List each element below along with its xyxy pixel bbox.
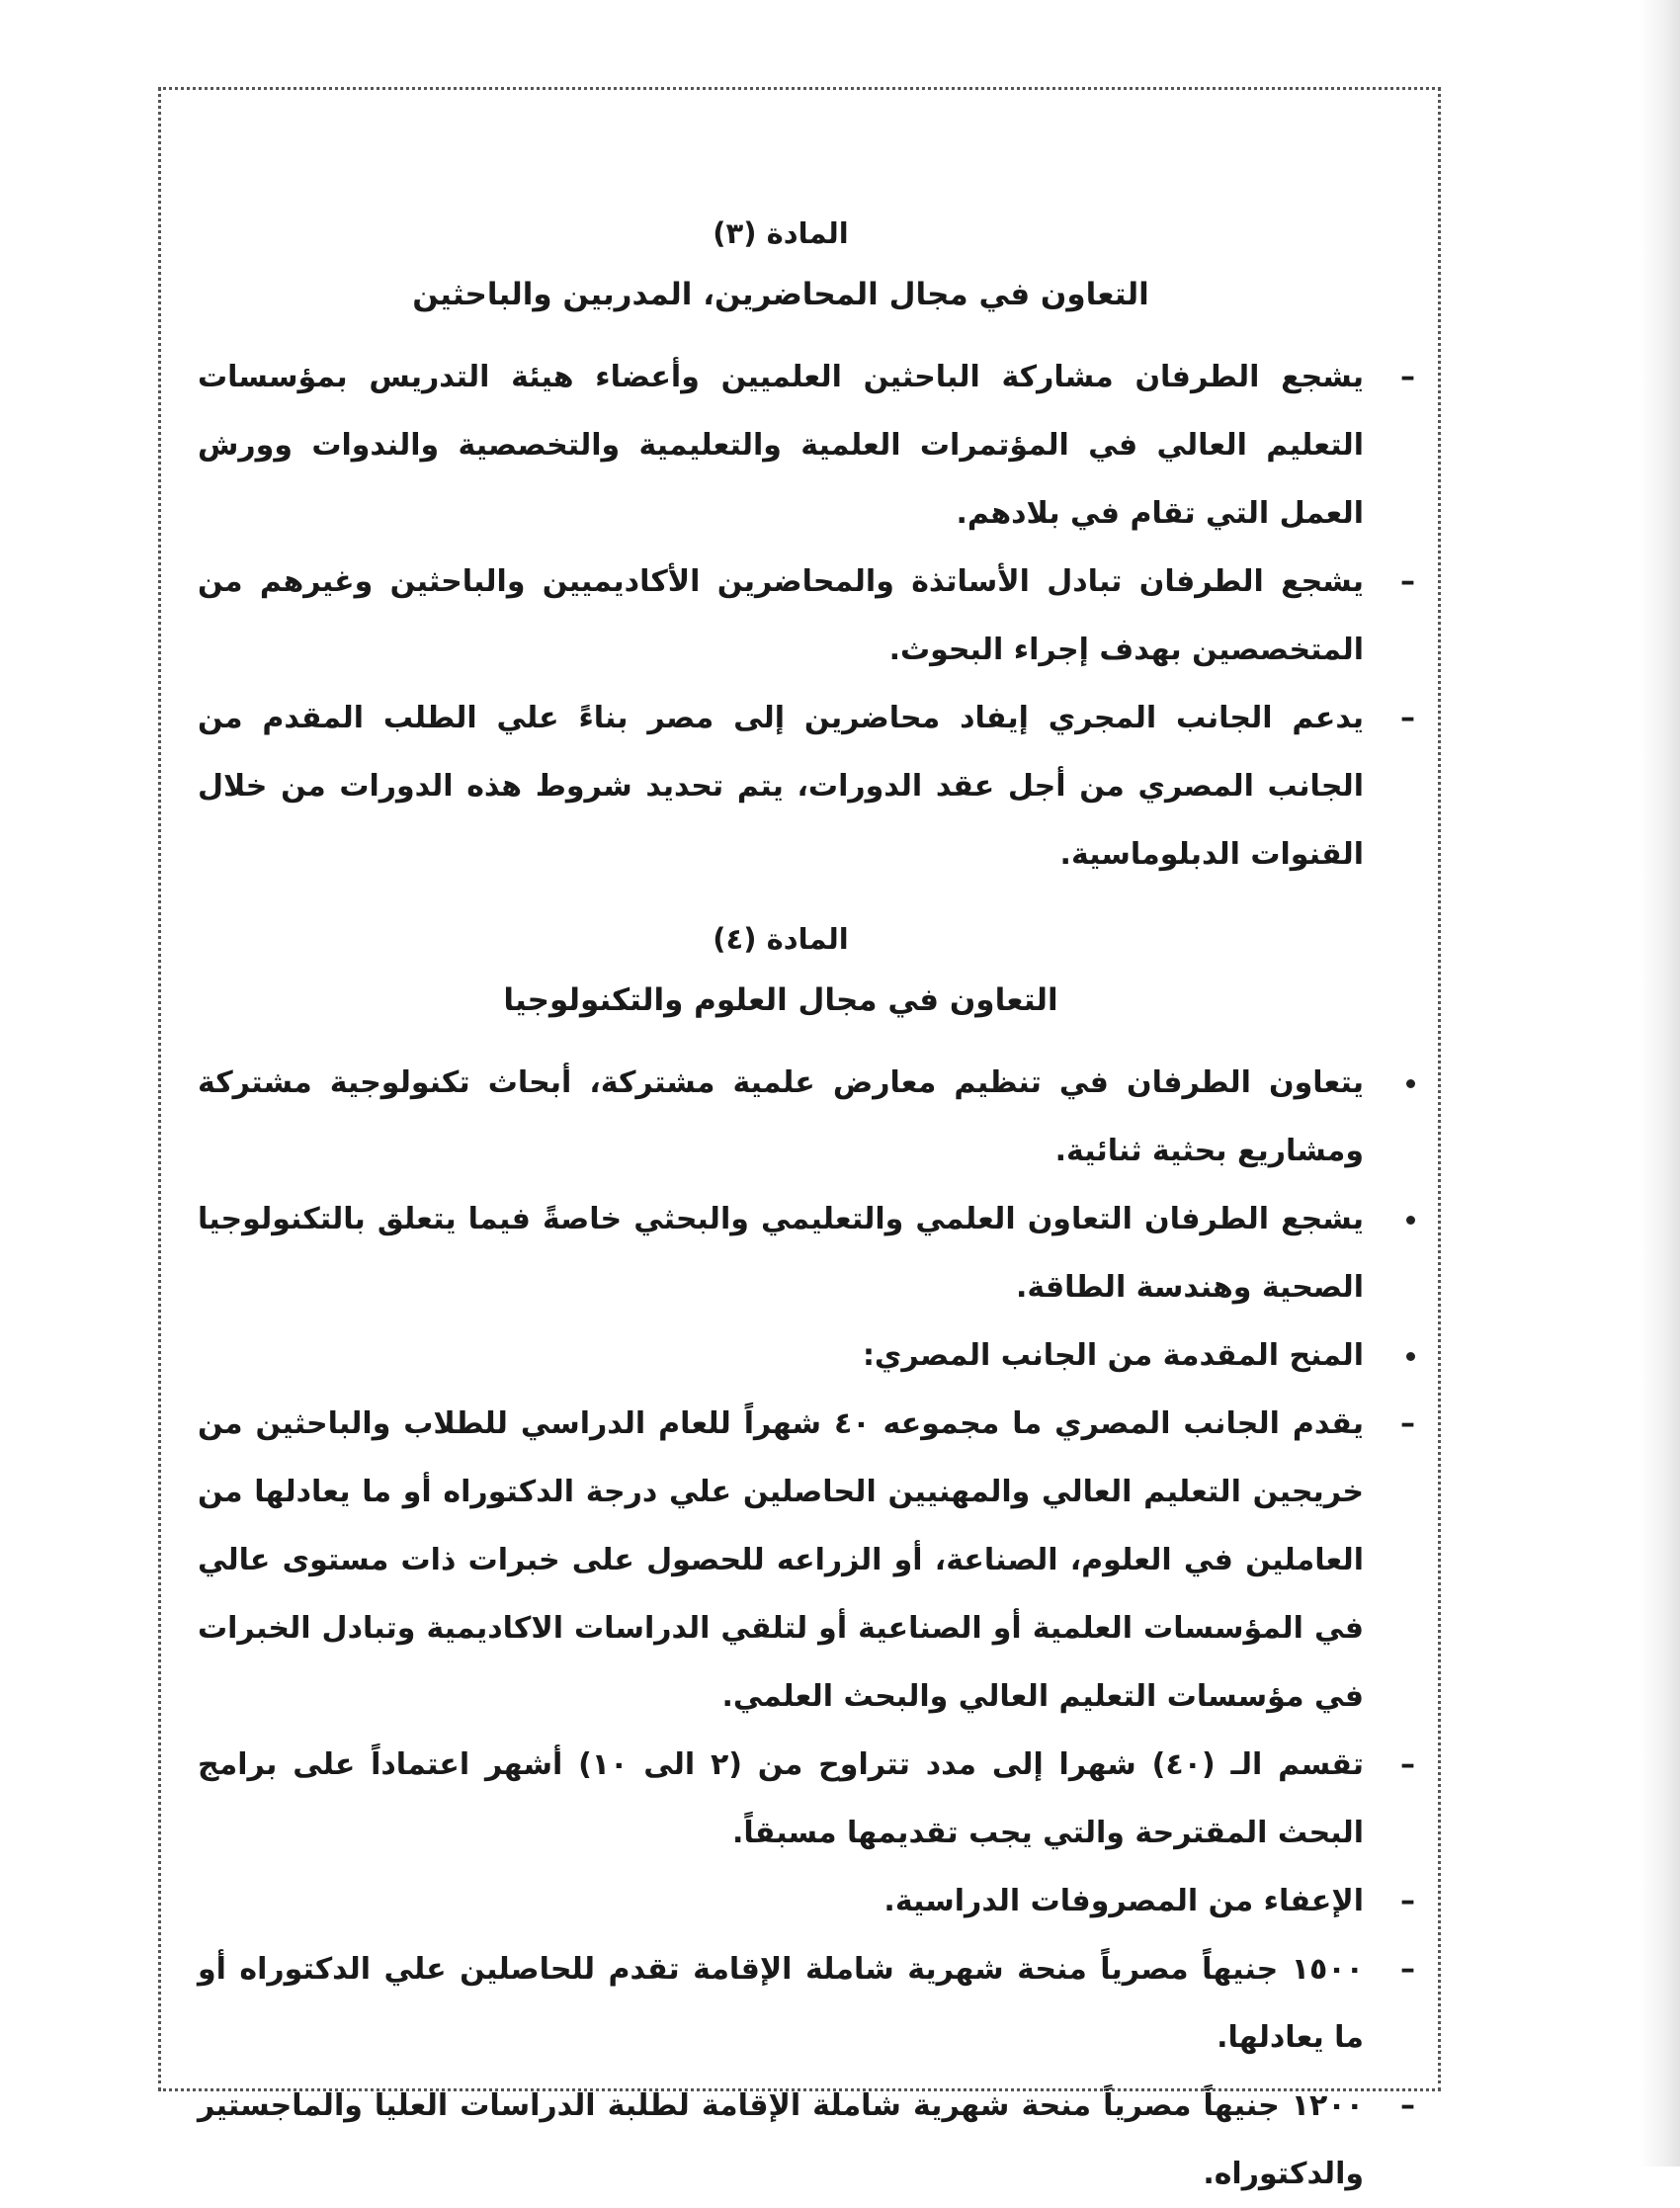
item-text: الإعفاء من المصروفات الدراسية. <box>883 1884 1364 1918</box>
item-text: تقسم الـ (٤٠) شهرا إلى مدد تتراوح من (٢ الى ١٠) أشهر اعتماداً على برامج البحث المقترحة والتي يجب تقديمها مسبقاً. <box>198 1747 1364 1850</box>
article-4-item <box>198 1321 1364 1390</box>
item-text: يشجع الطرفان مشاركة الباحثين العلميين وأعضاء هيئة التدريس بمؤسسات التعليم العالي في المؤتمرات العلمية والتعليمية والتخصصية والندوات وورش العمل التي تقام في بلادهم. <box>198 360 1364 531</box>
item-text: يتعاون الطرفان في تنظيم معارض علمية مشتركة، أبحاث تكنولوجية مشتركة ومشاريع بحثية ثنائية. <box>198 1065 1364 1168</box>
article-4-item <box>198 1049 1364 1185</box>
bullet-icon <box>1386 1185 1415 1253</box>
dash-marker: – <box>1400 1952 1415 1987</box>
article-4-subitem <box>198 1935 1415 2072</box>
item-text: ١٢٠٠ جنيهاً مصرياً منحة شهرية شاملة الإقامة لطلبة الدراسات العليا والماجستير والدكتوراه. <box>198 2088 1364 2191</box>
dash-marker: – <box>1400 564 1415 599</box>
section-gap <box>198 889 1364 918</box>
article-3-item <box>198 684 1415 889</box>
article-4-subitem <box>198 1867 1415 1935</box>
bullet-icon <box>1386 1049 1415 1117</box>
document-body <box>198 212 1415 2208</box>
dash-marker: – <box>1400 1747 1415 1782</box>
item-text: يقدم الجانب المصري ما مجموعه ٤٠ شهراً للعام الدراسي للطلاب والباحثين من خريجين التعليم العالي والمهنيين الحاصلين علي درجة الدكتوراه أو ما يعادلها من العاملين في العلوم، الصناعة، أو الزراعه للحصول على خبرات ذات مستوى عالي في المؤسسات العلمية أو الصناعية أو لتلقي الدراسات الاكاديمية وتبادل الخبرات في مؤسسات التعليم العالي والبحث العلمي. <box>198 1406 1365 1714</box>
item-text: يشجع الطرفان تبادل الأساتذة والمحاضرين الأكاديميين والباحثين وغيرهم من المتخصصين بهدف إجراء البحوث. <box>198 564 1364 667</box>
article-4-item <box>198 1185 1364 1321</box>
article-4-subitem <box>198 2072 1415 2208</box>
dash-marker: – <box>1400 360 1415 394</box>
article-4-title: المادة (٤) <box>713 922 849 956</box>
item-text: المنح المقدمة من الجانب المصري: <box>862 1338 1364 1373</box>
scan-edge-shadow <box>1640 0 1680 2166</box>
item-text: يشجع الطرفان التعاون العلمي والتعليمي والبحثي خاصةً فيما يتعلق بالتكنولوجيا الصحية وهندسة الطاقة. <box>198 1202 1364 1305</box>
article-3-title: المادة (٣) <box>713 216 849 250</box>
article-4-items <box>198 1049 1415 2208</box>
article-3-item <box>198 343 1415 548</box>
article-4-subitem <box>198 1390 1415 1731</box>
item-text: ١٥٠٠ جنيهاً مصرياً منحة شهرية شاملة الإقامة تقدم للحاصلين علي الدكتوراه أو ما يعادلها. <box>198 1952 1364 2055</box>
dash-marker: – <box>1400 1406 1415 1441</box>
bullet-icon <box>1386 1321 1415 1390</box>
article-4-subitem <box>198 1731 1415 1867</box>
article-3-item <box>198 548 1415 684</box>
dash-marker: – <box>1400 1884 1415 1918</box>
article-4-subtitle: التعاون في مجال العلوم والتكنولوجيا <box>503 982 1058 1018</box>
item-text: يدعم الجانب المجري إيفاد محاضرين إلى مصر بناءً علي الطلب المقدم من الجانب المصري من أجل عقد الدورات، يتم تحديد شروط هذه الدورات من خلال القنوات الدبلوماسية. <box>198 701 1364 872</box>
dash-marker: – <box>1400 2088 1415 2123</box>
article-3-items <box>198 343 1415 889</box>
article-3-subtitle: التعاون في مجال المحاضرين، المدربين والباحثين <box>412 277 1149 312</box>
dash-marker: – <box>1400 701 1415 735</box>
